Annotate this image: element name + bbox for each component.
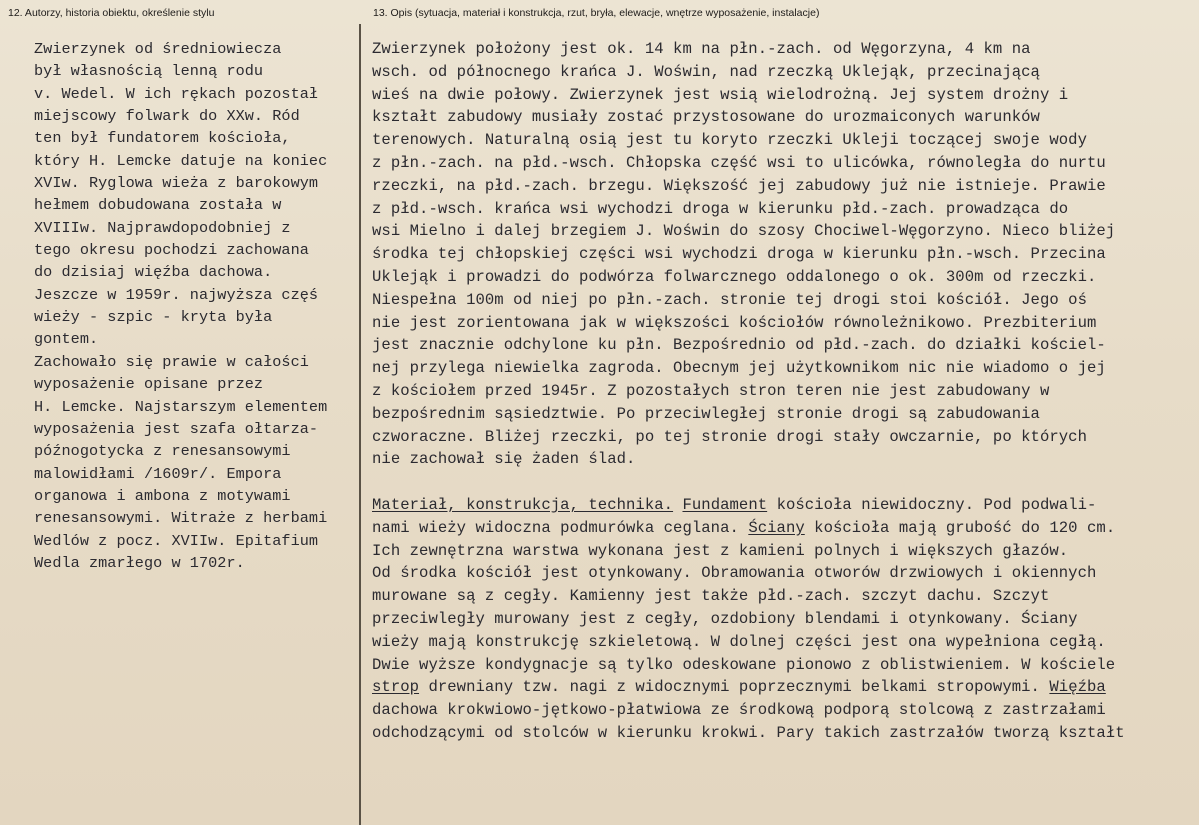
text-line: jest znacznie odchylone ku płn. Bezpośrednio od płd.-zach. do działki kościel- — [372, 336, 1106, 355]
text-line — [372, 517, 1125, 540]
text-line: nie zachował się żaden ślad. — [372, 450, 636, 469]
text-line: XVIIIw. Najprawdopodobniej z — [34, 218, 291, 237]
text-line: wyposażenie opisane przez — [34, 375, 264, 394]
text-line: środka tej chłopskiej części wsi wychodzi droga w kierunku płn.-wsch. Przecina — [372, 245, 1106, 264]
text-line: terenowych. Naturalną osią jest tu koryto rzeczki Ukleji toczącej swoje wody — [372, 131, 1087, 150]
text-line: ten był fundatorem kościoła, — [34, 129, 291, 148]
text-line: hełmem dobudowana została w — [34, 196, 282, 215]
text-line: wsch. od północnego krańca J. Woświn, nad rzeczką Uklejąk, przecinającą — [372, 62, 1040, 81]
text-line: wieży mają konstrukcję szkieletową. W dolnej części jest ona wypełniona cegłą. — [372, 632, 1106, 651]
text-line: dachowa krokwiowo-jętkowo-płatwiowa ze środkową podporą stolcową z zastrzałami — [372, 701, 1106, 720]
text-fragment: nami wieży widoczna podmurówka ceglana. — [372, 518, 749, 537]
text-fragment: drewniany tzw. nagi z widocznymi poprzecznymi belkami stropowymi. — [419, 678, 1050, 697]
text-line: wieś na dwie połowy. Zwierzynek jest wsią wielodrożną. Jej system drożny i — [372, 85, 1069, 104]
text-line: z płn.-zach. na płd.-wsch. Chłopska część wsi to ulicówka, równoległa do nurtu — [372, 153, 1106, 172]
text-line — [372, 494, 1125, 517]
section-13-header: 13. Opis (sytuacja, materiał i konstrukcja, rzut, bryła, elewacje, wnętrze wyposażenie, instalacje) — [373, 7, 820, 19]
text-line: bezpośrednim sąsiedztwie. Po przeciwległej stronie drogi są zabudowania — [372, 404, 1040, 423]
text-line: Niespełna 100m od niej po płn.-zach. stronie tej drogi stoi kościół. Jego oś — [372, 290, 1087, 309]
text-line: organowa i ambona z motywami — [34, 486, 291, 505]
text-line: rzeczki, na płd.-zach. brzegu. Większość jej zabudowy już nie istnieje. Prawie — [372, 176, 1106, 195]
text-line: H. Lemcke. Najstarszym elementem — [34, 397, 328, 416]
history-column — [0, 0, 360, 825]
text-line: Zwierzynek położony jest ok. 14 km na płn.-zach. od Węgorzyna, 4 km na — [372, 40, 1031, 58]
text-line: Dwie wyższe kondygnacje są tylko odeskowane pionowo z oblistwieniem. W kościele — [372, 655, 1116, 674]
text-line: wieży - szpic - kryta była — [34, 308, 273, 327]
text-line: gontem. — [34, 330, 99, 349]
keyword-sciany: Ściany — [748, 518, 805, 537]
text-fragment: kościoła mają grubość do 120 cm. — [804, 518, 1116, 537]
text-line: Zachowało się prawie w całości — [34, 352, 309, 371]
text-line: Jeszcze w 1959r. najwyższa częś — [34, 285, 319, 304]
text-line: Wedlów z pocz. XVIIw. Epitafium — [34, 531, 319, 550]
text-line: z kościołem przed 1945r. Z pozostałych stron teren nie jest zabudowany w — [372, 381, 1050, 400]
text-line: Zwierzynek od średniowiecza — [34, 40, 282, 58]
text-line: miejscowy folwark do XXw. Ród — [34, 107, 300, 126]
keyword-strop: strop — [372, 678, 420, 697]
text-fragment: kościoła niewidoczny. Pod podwali- — [767, 495, 1097, 514]
text-line: nie jest zorientowana jak w większości kościołów równoleżnikowo. Prezbiterium — [372, 313, 1097, 332]
text-line: był własnością lenną rodu — [34, 62, 264, 81]
keyword-wiezba: Więźba — [1049, 678, 1106, 697]
description-text — [372, 38, 1125, 745]
history-text — [34, 38, 327, 574]
text-line: Wedla zmarłego w 1702r. — [34, 553, 245, 572]
paragraph-gap — [372, 471, 1125, 494]
text-line: późnogotycka z renesansowymi — [34, 442, 291, 461]
text-line: wsi Mielno i dalej brzegiem J. Woświn do szosy Chociwel-Węgorzyno. Nieco bliżej — [372, 222, 1116, 241]
text-line: v. Wedel. W ich rękach pozostał — [34, 84, 319, 103]
text-line: Uklejąk i prowadzi do podwórza folwarcznego oddalonego o ok. 300m od rzeczki. — [372, 267, 1097, 286]
text-line: który H. Lemcke datuje na koniec — [34, 151, 328, 170]
section-title-material: Materiał, konstrukcja, technika. — [372, 495, 674, 514]
description-column — [361, 0, 1199, 825]
text-line: nej przylega niewielka zagroda. Obecnym jej użytkownikom nic nie wiadomo o jej — [372, 359, 1106, 378]
text-line: XVIw. Ryglowa wieża z barokowym — [34, 174, 319, 193]
text-line: murowane są z cegły. Kamienny jest także płd.-zach. szczyt dachu. Szczyt — [372, 587, 1050, 606]
text-line: Ich zewnętrzna warstwa wykonana jest z kamieni polnych i większych głazów. — [372, 541, 1069, 560]
text-line — [372, 676, 1125, 699]
text-line: czworaczne. Bliżej rzeczki, po tej stronie drogi stały owczarnie, po których — [372, 427, 1087, 446]
text-line: do dzisiaj więźba dachowa. — [34, 263, 273, 282]
text-line: przeciwległy murowany jest z cegły, ozdobiony blendami i otynkowany. Ściany — [372, 609, 1078, 628]
keyword-fundament: Fundament — [682, 495, 768, 514]
text-line: kształt zabudowy musiały zostać przystosowane do urozmaiconych warunków — [372, 108, 1040, 127]
text-line: Od środka kościół jest otynkowany. Obramowania otworów drzwiowych i okiennych — [372, 564, 1097, 583]
text-line: wyposażenia jest szafa ołtarza- — [34, 419, 319, 438]
section-12-header: 12. Autorzy, historia obiektu, określenie stylu — [8, 7, 215, 19]
text-line: malowidłami /1609r/. Empora — [34, 464, 282, 483]
text-line: tego okresu pochodzi zachowana — [34, 241, 309, 260]
text-line: odchodzącymi od stolców w kierunku krokwi. Pary takich zastrzałów tworzą kształt — [372, 723, 1125, 742]
text-line: renesansowymi. Witraże z herbami — [34, 509, 328, 528]
text-line: z płd.-wsch. krańca wsi wychodzi droga w kierunku płd.-zach. prowadząca do — [372, 199, 1069, 218]
